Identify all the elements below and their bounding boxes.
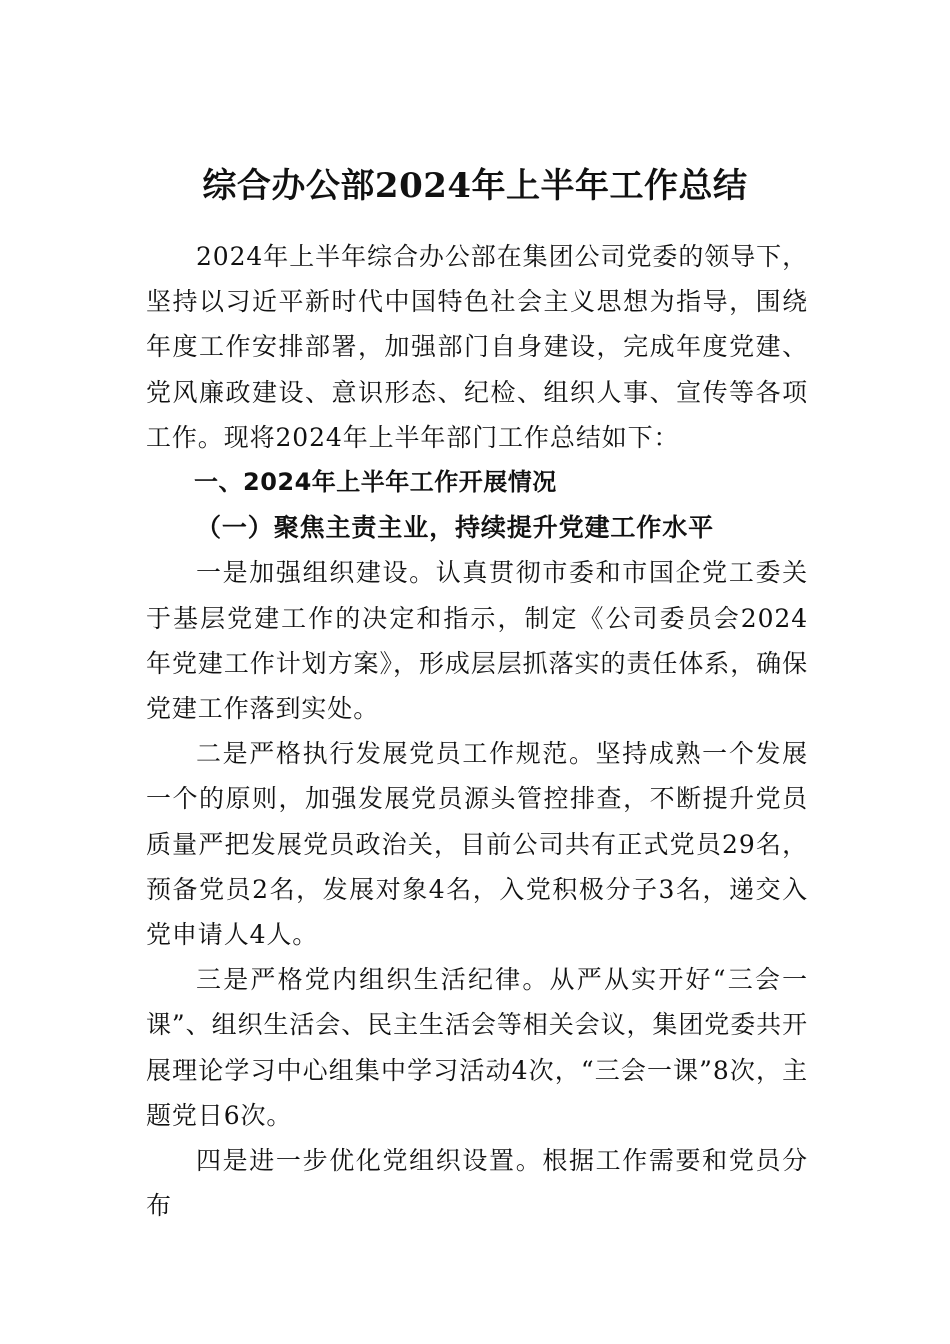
paragraph-optimization: 四是进一步优化党组织设置。根据工作需要和党员分布 [146,1146,808,1221]
paragraph-organizational-life: 三是严格党内组织生活纪律。从严从实开好“三会一课”、组织生活会、民主生活会等相关会议，集团党委共开展理论学习中心组集中学习活动4次，“三会一课”8次，主题党日6次。 [146,965,808,1130]
paragraph-organization: 一是加强组织建设。认真贯彻市委和市国企党工委关于基层党建工作的决定和指示，制定《公司委员会2024年党建工作计划方案》，形成层层抓落实的责任体系，确保党建工作落到实处。 [146,558,808,724]
document-body [146,234,808,1228]
paragraph-member-development: 二是严格执行发展党员工作规范。坚持成熟一个发展一个的原则，加强发展党员源头管控排查，不断提升党员质量严把发展党员政治关，目前公司共有正式党员29名，预备党员2名，发展对象4名，入党积极分子3名，递交入党申请人4人。 [146,739,808,950]
intro-paragraph: 2024年上半年综合办公部在集团公司党委的领导下，坚持以习近平新时代中国特色社会主义思想为指导，围绕年度工作安排部署，加强部门自身建设，完成年度党建、党风廉政建设、意识形态、纪检、组织人事、宣传等各项工作。现将2024年上半年部门工作总结如下： [146,242,808,452]
section-heading: 一、2024年上半年工作开展情况 [194,468,557,497]
document-title: 综合办公部2024年上半年工作总结 [202,166,748,206]
subsection-heading: （一）聚焦主责主业，持续提升党建工作水平 [196,513,715,543]
